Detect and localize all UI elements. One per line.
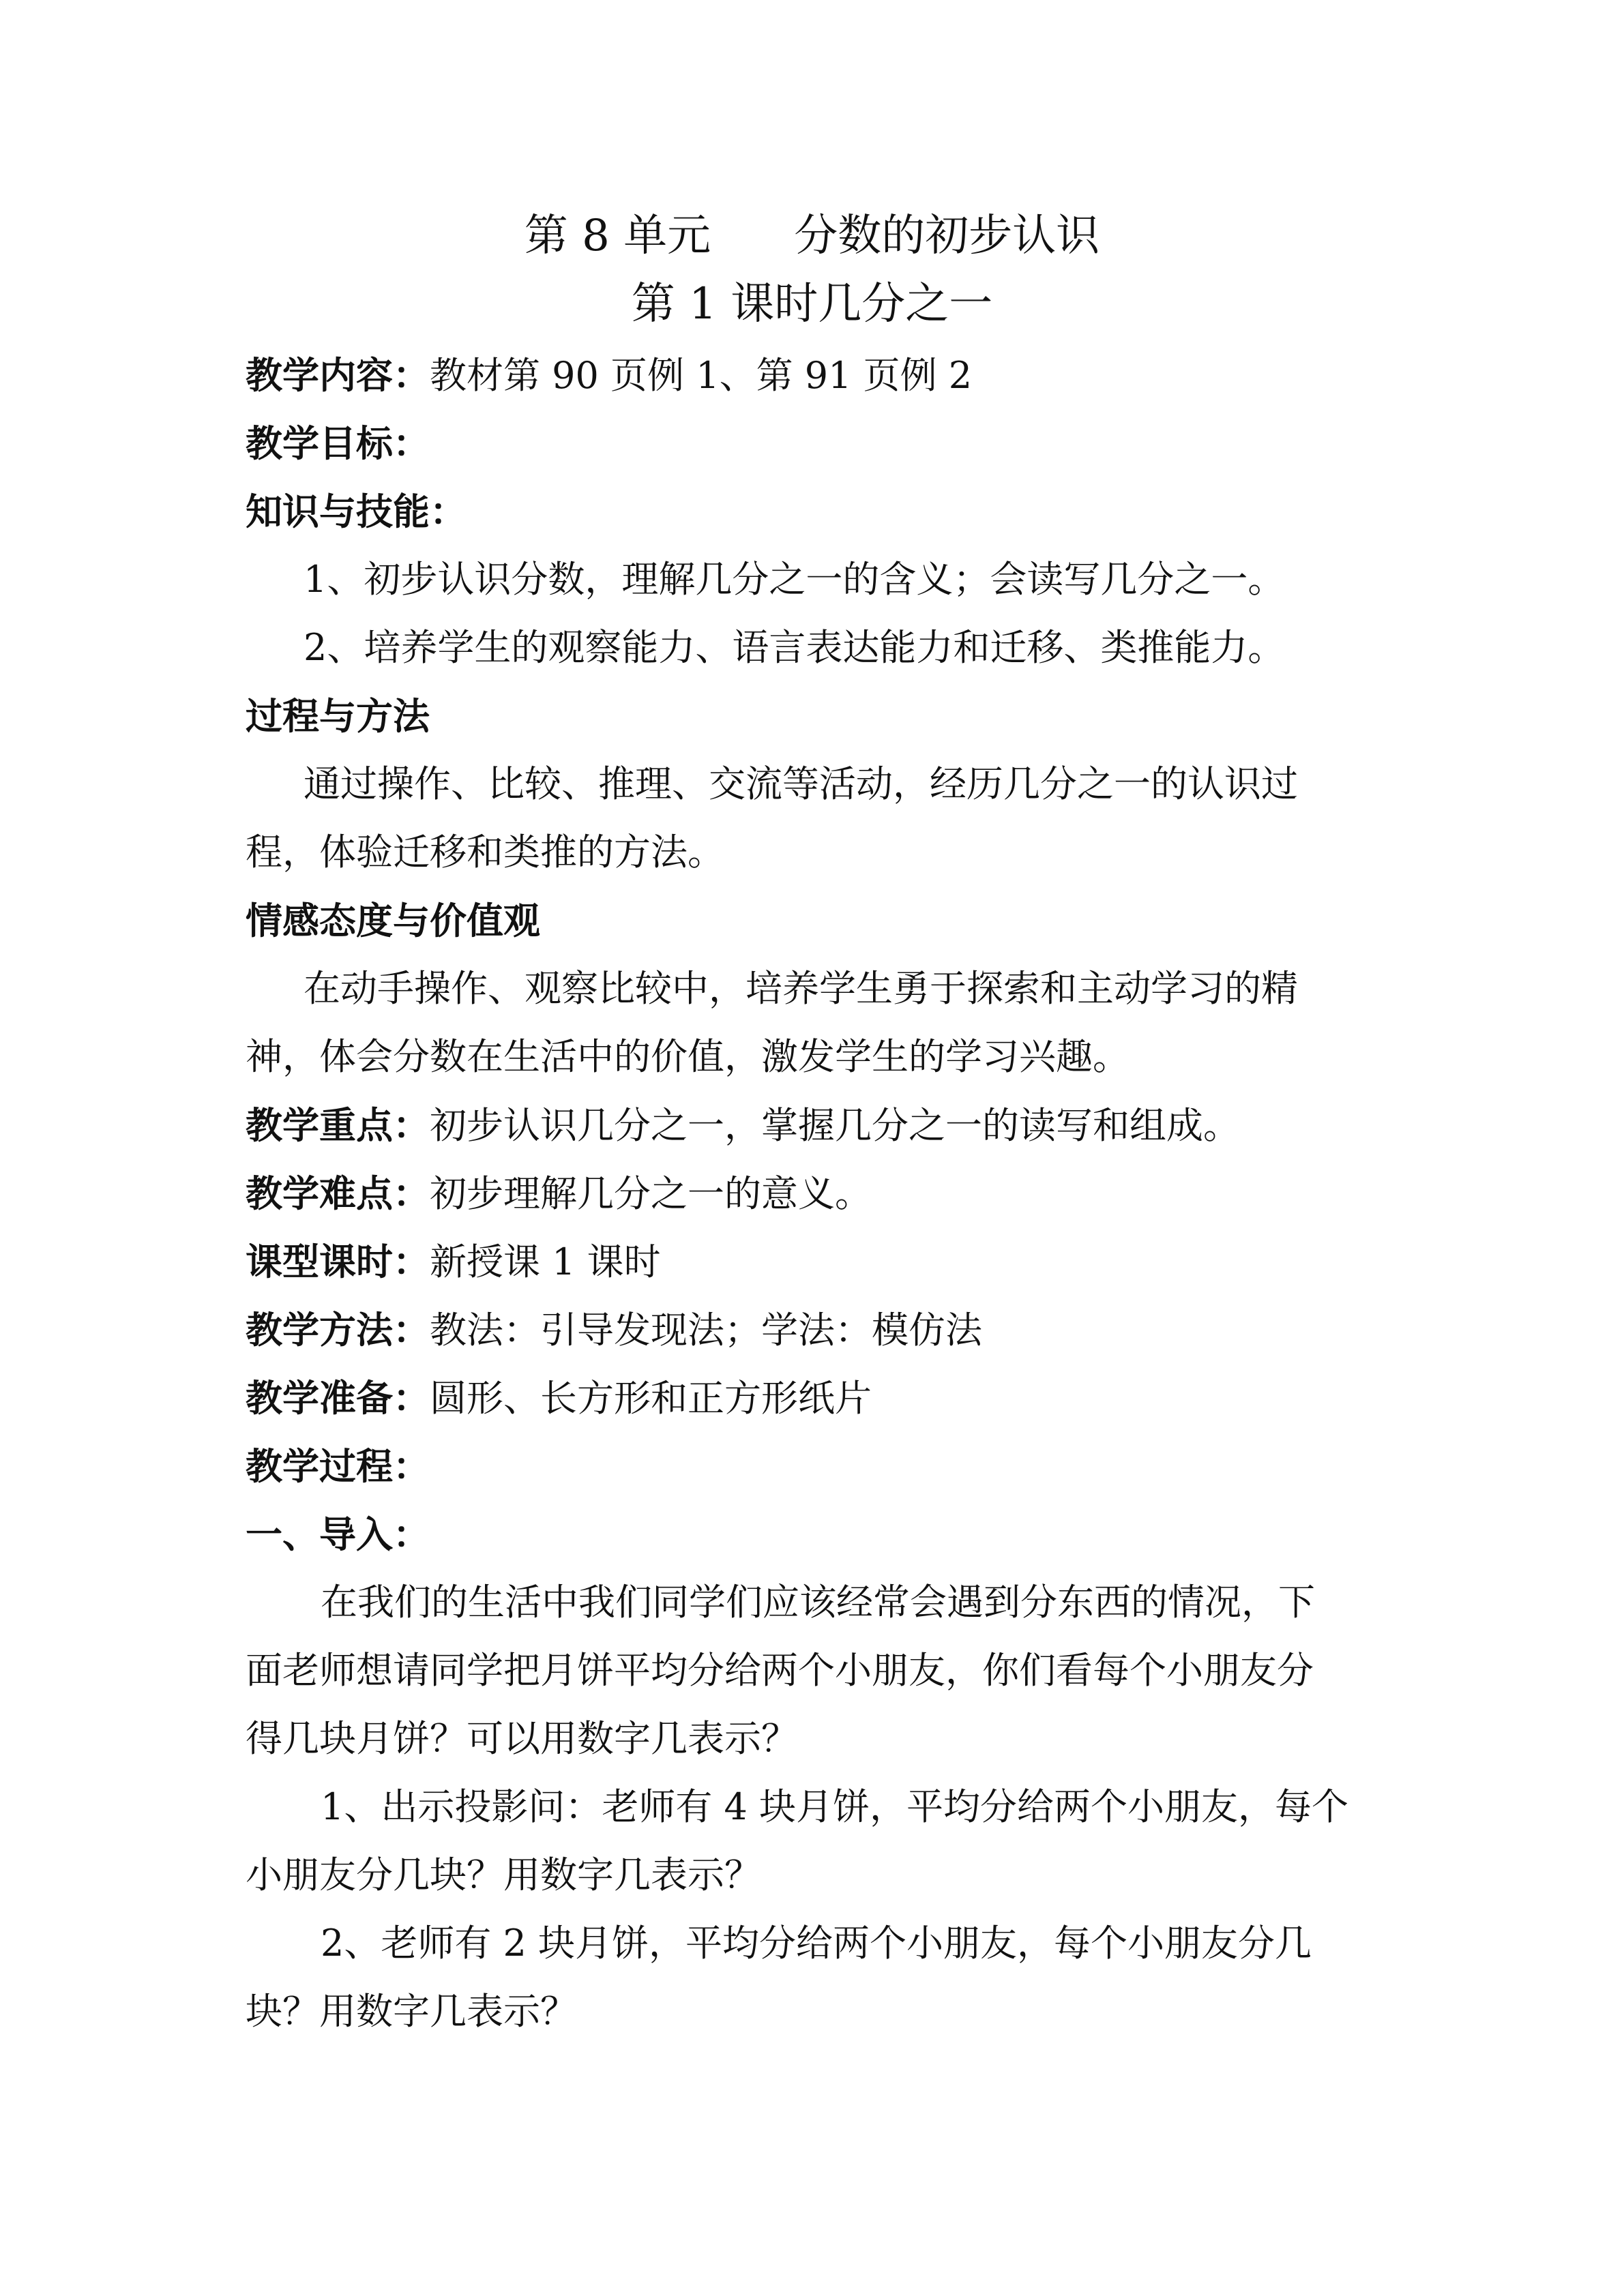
emotion-text-line-2: 神，体会分数在生活中的价值，激发学生的学习兴趣。	[246, 1035, 1130, 1078]
prep-label: 教学准备：	[246, 1376, 430, 1420]
emotion-text-line-1: 在动手操作、观察比较中，培养学生勇于探索和主动学习的精	[304, 967, 1298, 1010]
unit-title: 第 8 单元 分数的初步认识	[524, 211, 1100, 261]
teaching-content-label: 教学内容：	[246, 353, 430, 397]
process-text-line-2: 程，体验迁移和类推的方法。	[246, 831, 724, 874]
lesson-type-row	[246, 1234, 661, 1289]
emotion-label: 情感态度与价值观	[246, 899, 540, 942]
lesson-type-text: 新授课 1 课时	[430, 1240, 661, 1283]
question-2-line-1: 2、老师有 2 块月饼，平均分给两个小朋友，每个小朋友分几	[321, 1922, 1312, 1965]
question-1-line-1: 1、出示投影问：老师有 4 块月饼，平均分给两个小朋友，每个	[321, 1785, 1349, 1828]
intro-line-1: 在我们的生活中我们同学们应该经常会遇到分东西的情况，下	[321, 1581, 1315, 1624]
lesson-title: 第 1 课时几分之一	[631, 279, 993, 329]
knowledge-item-1: 1、初步认识分数，理解几分之一的含义；会读写几分之一。	[304, 558, 1285, 601]
prep-row	[246, 1371, 872, 1426]
method-label: 教学方法：	[246, 1308, 430, 1352]
knowledge-label: 知识与技能：	[246, 490, 467, 533]
difficulty-text: 初步理解几分之一的意义。	[430, 1172, 872, 1215]
difficulty-label: 教学难点：	[246, 1172, 430, 1215]
process-text-line-1: 通过操作、比较、推理、交流等活动，经历几分之一的认识过	[304, 762, 1298, 805]
intro-line-2: 面老师想请同学把月饼平均分给两个小朋友，你们看每个小朋友分	[246, 1649, 1314, 1692]
method-row	[246, 1302, 982, 1358]
method-text: 教法：引导发现法；学法：模仿法	[430, 1309, 982, 1352]
teaching-content-text: 教材第 90 页例 1、第 91 页例 2	[430, 354, 973, 397]
procedure-label: 教学过程：	[246, 1444, 430, 1488]
intro-line-3: 得几块月饼？可以用数字几表示？	[246, 1717, 798, 1760]
key-point-row	[246, 1098, 1240, 1153]
key-point-label: 教学重点：	[246, 1103, 430, 1147]
lesson-type-label: 课型课时：	[246, 1240, 430, 1283]
difficulty-row	[246, 1166, 872, 1221]
process-label: 过程与方法	[246, 694, 430, 738]
objectives-label: 教学目标：	[246, 421, 430, 465]
knowledge-item-2: 2、培养学生的观察能力、语言表达能力和迁移、类推能力。	[304, 626, 1285, 669]
intro-label: 一、导入：	[246, 1512, 430, 1556]
prep-text: 圆形、长方形和正方形纸片	[430, 1377, 872, 1420]
question-2-line-2: 块？用数字几表示？	[246, 1990, 577, 2033]
teaching-content-row	[246, 348, 972, 403]
question-1-line-2: 小朋友分几块？用数字几表示？	[246, 1853, 761, 1896]
key-point-text: 初步认识几分之一，掌握几分之一的读写和组成。	[430, 1104, 1240, 1147]
